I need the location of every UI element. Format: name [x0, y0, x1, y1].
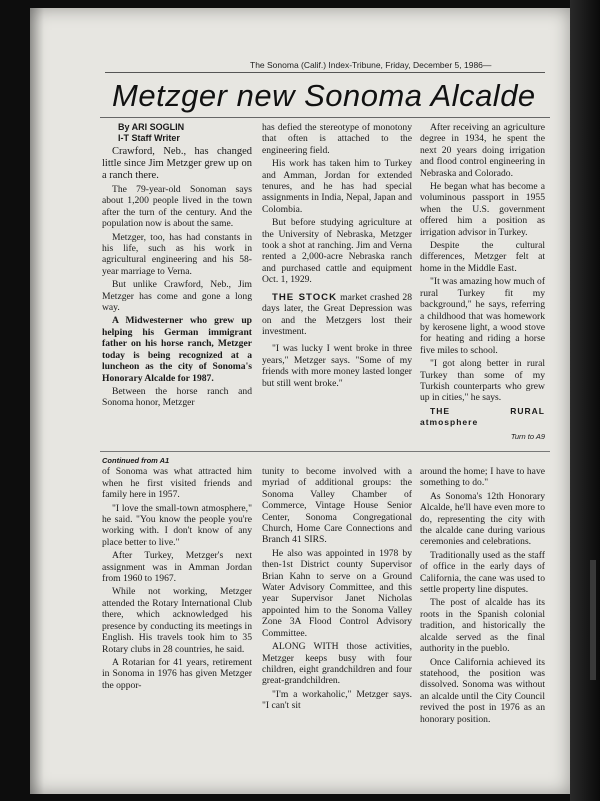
byline-role: I-T Staff Writer: [118, 133, 180, 143]
page-edge: [570, 0, 600, 801]
paragraph: While not working, Metzger attended the Rotary International Club there, which acknowledged his presence by conducting its meetings in English. His travels took him to 35 Rotary clubs in 28 countries, he said.: [102, 586, 252, 655]
paragraph: around the home; I have to have something to do.": [420, 466, 545, 489]
bottom-column-3: [420, 466, 545, 727]
paragraph: He also was appointed in 1978 by then-1st District county Supervisor Brian Kahn to serve on a Ground Water Advisory Committee, and this year Supervisor Janet Nicholas appointed him to the Sonoma Valley Zone 3A Flood Control Advisory Committee.: [262, 547, 412, 639]
spine-mark: [590, 560, 596, 680]
paragraph: The post of alcalde has its roots in the Spanish colonial tradition, and historically the alcalde served as the final authority in the pueblo.: [420, 597, 545, 655]
paragraph: "I love the small-town atmosphere," he said. "You know the people you're working with. I don't know of any place better to live.": [102, 502, 252, 548]
paragraph: ALONG WITH those activities, Metzger keeps busy with four children, eight grandchildren and four great-grandchildren.: [262, 641, 412, 687]
paragraph: Traditionally used as the staff of office in the early days of California, the cane was used to settle property line disputes.: [420, 549, 545, 596]
paragraph: He began what has become a voluminous passport in 1955 when the U.S. government offered him a position as irrigation advisor in Turkey.: [420, 181, 545, 238]
jump-line: Turn to A9: [510, 431, 545, 441]
paragraph: Metzger, too, has had constants in his life, such as his work in agricultural engineering and his 58-year marriage to Verna.: [102, 231, 252, 277]
dateline: The Sonoma (Calif.) Index-Tribune, Friday, December 5, 1986—: [250, 60, 492, 70]
paragraph: But before studying agriculture at the University of Nebraska, Metzger took a shot at ranching. Jim and Verna rented a 2,000-acre Nebraska ranch and purchased cattle and equipment Oct. 1, 1929.: [262, 217, 412, 286]
paragraph: After Turkey, Metzger's next assignment was in Amman Jordan from 1960 to 1967.: [102, 550, 252, 585]
paragraph: "It was amazing how much of rural Turkey fit my background," he says, referring a childhood that was homework by kerosene light, a wood stove for heating and riding a horse five miles to school.: [420, 276, 546, 356]
byline-name: By ARI SOGLIN: [118, 122, 185, 132]
paragraph: Crawford, Neb., has changed little since Jim Metzger grew up on a ranch there.: [102, 146, 252, 181]
paragraph: has defied the stereotype of monotony that often is attached to the engineering field.: [262, 122, 412, 156]
paragraph: A Midwesterner who grew up helping his German immigrant father on his horse ranch, Metzger today is being recognized at a luncheon as the city of Sonoma's Honorary Alcalde for 1987.: [102, 315, 252, 384]
paragraph: After receiving an agriculture degree in 1934, he spent the next 20 years doing irrigation and flood control engineering in Nebraska and Colorado.: [420, 122, 545, 179]
top-column-1: [102, 122, 252, 411]
paragraph: Between the horse ranch and Sonoma honor, Metzger: [102, 385, 252, 409]
paragraph: But unlike Crawford, Neb., Jim Metzger has come and gone a long way.: [102, 279, 252, 314]
rule: [105, 72, 545, 73]
paragraph-text: market crashed 28 days later, the Great Depression was on and the Metzgers lost their investment.: [262, 291, 412, 337]
paragraph: As Sonoma's 12th Honorary Alcalde, he'll have even more to do, representing the city with the alcalde cane during various ceremonies and celebrations.: [420, 490, 545, 548]
subhead: THE STOCK: [272, 291, 338, 303]
bottom-column-1: [102, 455, 252, 693]
paragraph: Once California achieved its statehood, the position was dissolved. Sonoma was without an alcalde until the City Council revived the post in 1976 as an honorary position.: [420, 656, 545, 725]
paragraph: of Sonoma was what attracted him when he first visited friends and family here in 1957.: [102, 466, 252, 501]
paragraph: "I was lucky I went broke in three years," Metzger says. "Some of my friends with more money lasted longer but still went broke.": [262, 343, 412, 389]
continued-label: Continued from A1: [102, 456, 170, 465]
rule: [100, 117, 550, 118]
paragraph: Despite the cultural differences, Metzger felt at home in the Middle East.: [420, 240, 545, 274]
paragraph: His work has taken him to Turkey and Amman, Jordan for extended tenures, and he has had special assignments in India, Nepal, Japan and Colombia.: [262, 158, 412, 215]
top-column-3: [420, 122, 545, 442]
paragraph: tunity to become involved with a myriad of additional groups: the Sonoma Valley Chamber of Commerce, Vintage House Senior Center, Sonoma Congregational Church, Home Care Connections and Branch 41 SIRS.: [262, 466, 412, 546]
paragraph: The 79-year-old Sonoman says about 1,200 people lived in the town after the turn of the century. And the population now is about the same.: [102, 184, 252, 230]
top-column-2: [262, 122, 412, 391]
bottom-column-2: [262, 466, 412, 714]
headline: Metzger new Sonoma Alcalde: [112, 78, 536, 113]
section-divider: [100, 451, 550, 452]
paragraph: "I got along better in rural Turkey than some of my Turkish counterparts who grew up in cities," he says.: [420, 358, 545, 404]
paragraph: [262, 292, 412, 338]
subhead: THE RURAL atmosphere: [420, 405, 545, 428]
byline: [102, 122, 252, 144]
paragraph: "I'm a workaholic," Metzger says. "I can't sit: [262, 688, 412, 712]
paragraph: A Rotarian for 41 years, retirement in Sonoma in 1976 has given Metzger the oppor-: [102, 656, 252, 691]
